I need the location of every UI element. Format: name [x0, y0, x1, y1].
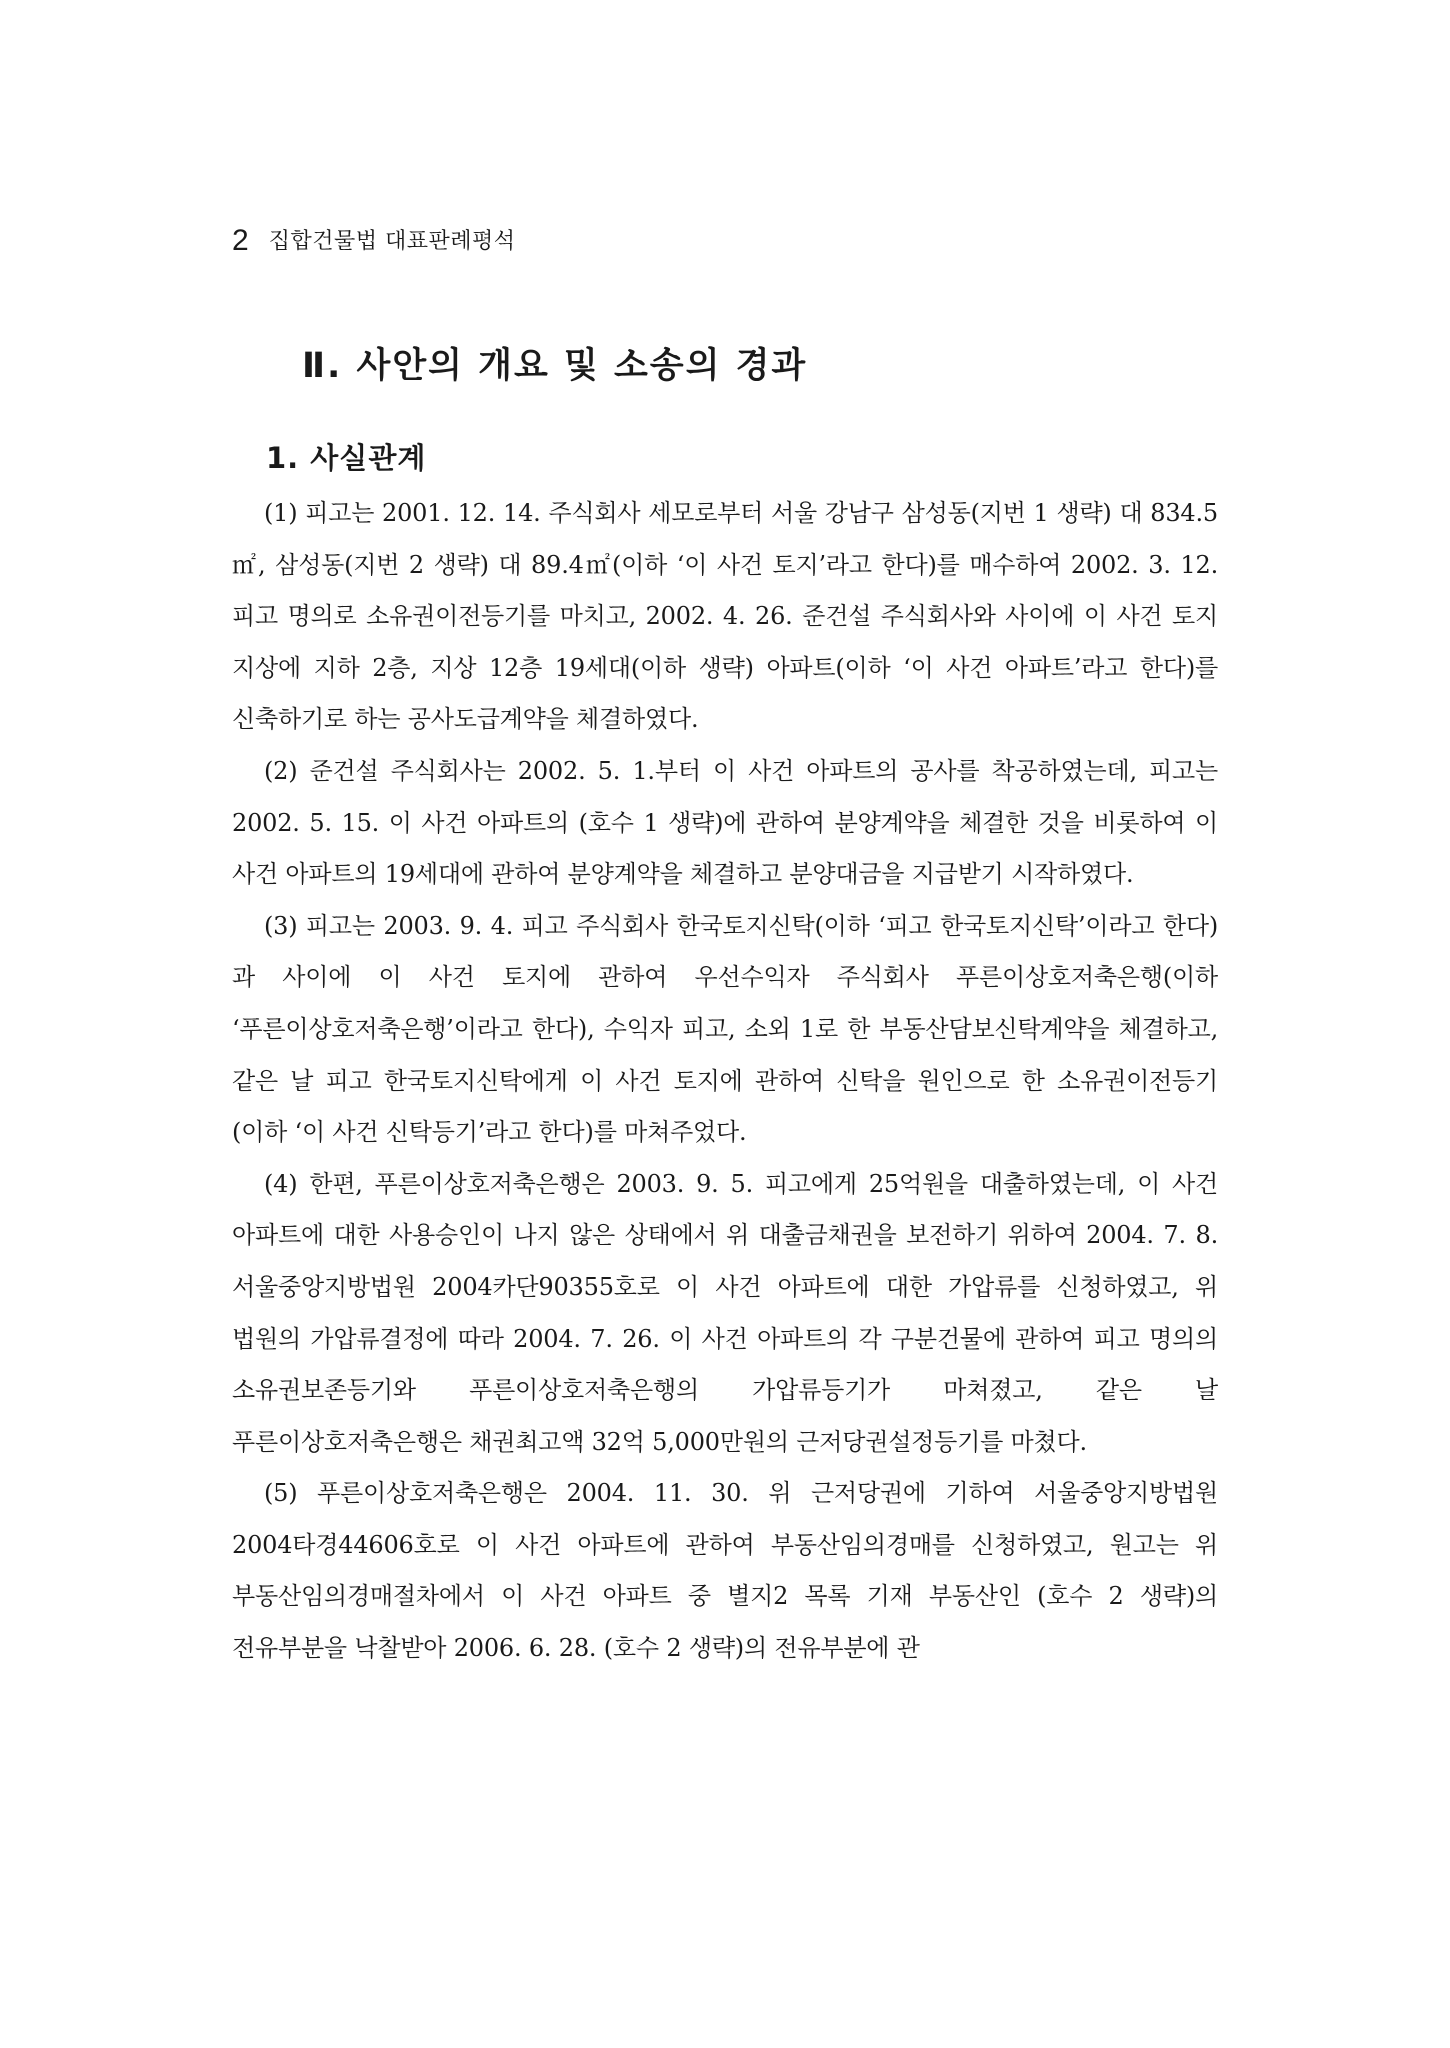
paragraph-3: (3) 피고는 2003. 9. 4. 피고 주식회사 한국토지신탁(이하 ‘피고 한국토지신탁’이라고 한다)과 사이에 이 사건 토지에 관하여 우선수익자 주식회사 푸른이상호저축은행(이하 ‘푸른이상호저축은행’이라고 한다), 수익자 피고, 소외 1로 한 부동산담보신탁계약을 체결하고, 같은 날 피고 한국토지신탁에게 이 사건 토지에 관하여 신탁을 원인으로 한 소유권이전등기(이하 ‘이 사건 신탁등기’라고 한다)를 마쳐주었다.: [232, 911, 1218, 1147]
body-text: [232, 488, 1218, 1675]
paragraph-4: (4) 한편, 푸른이상호저축은행은 2003. 9. 5. 피고에게 25억원을 대출하였는데, 이 사건 아파트에 대한 사용승인이 나지 않은 상태에서 위 대출금채권을 보전하기 위하여 2004. 7. 8. 서울중앙지방법원 2004카단90355호로 이 사건 아파트에 대한 가압류를 신청하였고, 위 법원의 가압류결정에 따라 2004. 7. 26. 이 사건 아파트의 각 구분건물에 관하여 피고 명의의 소유권보존등기와 푸른이상호저축은행의 가압류등기가 마쳐졌고, 같은 날 푸른이상호저축은행은 채권최고액 32억 5,000만원의 근저당권설정등기를 마쳤다.: [232, 1169, 1218, 1456]
book-title: 집합건물법 대표판례평석: [268, 229, 516, 254]
subsection-heading: 1. 사실관계: [266, 441, 427, 475]
running-header: [232, 224, 515, 258]
section-heading: Ⅱ. 사안의 개요 및 소송의 경과: [302, 346, 808, 386]
page-number: 2: [232, 224, 250, 257]
paragraph-2: (2) 준건설 주식회사는 2002. 5. 1.부터 이 사건 아파트의 공사를 착공하였는데, 피고는 2002. 5. 15. 이 사건 아파트의 (호수 1 생략)에 관하여 분양계약을 체결한 것을 비롯하여 이 사건 아파트의 19세대에 관하여 분양계약을 체결하고 분양대금을 지급받기 시작하였다.: [232, 756, 1218, 889]
paragraph-5: (5) 푸른이상호저축은행은 2004. 11. 30. 위 근저당권에 기하여 서울중앙지방법원 2004타경44606호로 이 사건 아파트에 관하여 부동산임의경매를 신청하였고, 원고는 위 부동산임의경매절차에서 이 사건 아파트 중 별지2 목록 기재 부동산인 (호수 2 생략)의 전유부분을 낙찰받아 2006. 6. 28. (호수 2 생략)의 전유부분에 관: [232, 1479, 1218, 1663]
paragraph-1: (1) 피고는 2001. 12. 14. 주식회사 세모로부터 서울 강남구 삼성동(지번 1 생략) 대 834.5㎡, 삼성동(지번 2 생략) 대 89.4㎡(이하 ‘이 사건 토지’라고 한다)를 매수하여 2002. 3. 12. 피고 명의로 소유권이전등기를 마치고, 2002. 4. 26. 준건설 주식회사와 사이에 이 사건 토지 지상에 지하 2층, 지상 12층 19세대(이하 생략) 아파트(이하 ‘이 사건 아파트’라고 한다)를 신축하기로 하는 공사도급계약을 체결하였다.: [232, 499, 1218, 734]
